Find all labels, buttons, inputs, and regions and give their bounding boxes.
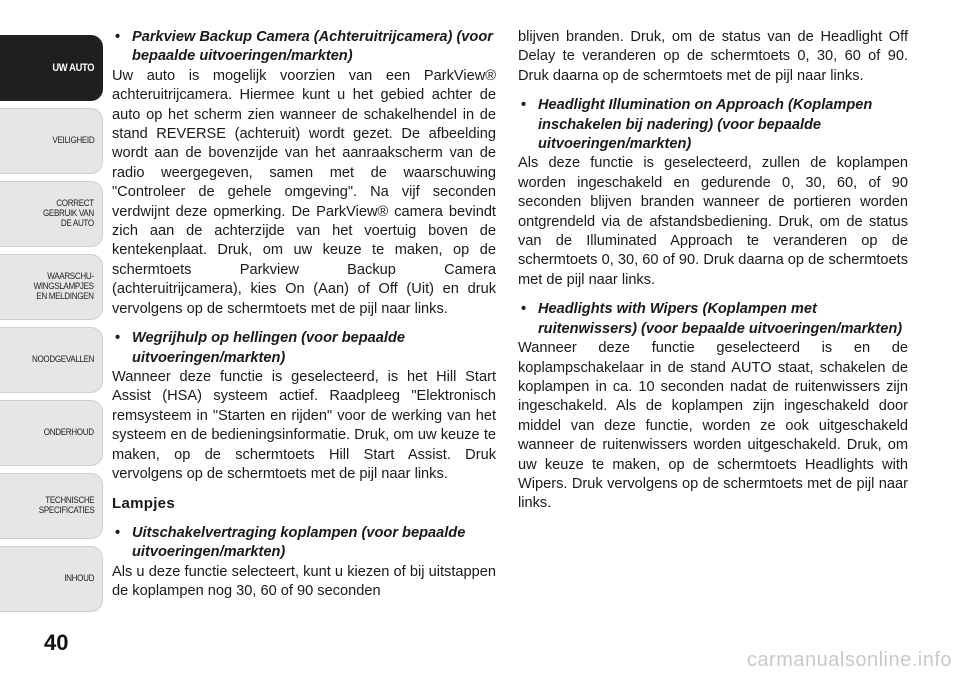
bullet-icon: • [115, 330, 121, 347]
paragraph-headlight-delay: Als u deze functie selecteert, kunt u kiezen of bij uitstappen de koplampen nog 30, 60 of 90 seconden [112, 563, 496, 599]
bullet-heading-headlights-wipers [518, 300, 908, 339]
tab-label: ONDERHOUD [44, 427, 94, 438]
paragraph-illumination-approach: Als deze functie is geselecteerd, zullen de koplampen worden ingeschakeld en gedurende 0, 30, 60, of 90 seconden blijven branden wanneer de portieren worden ontgrendeld via de afstandsbediening. Druk, om de status van de Illuminated Approach te veranderen op de schermtoets 0, 30, 60 of 90. Druk daarna op de schermtoets met de pijl naar links. [518, 155, 908, 288]
section-sidebar [0, 0, 104, 678]
bullet-heading-headlight-delay [112, 524, 496, 563]
tab-technische-specificaties[interactable] [0, 473, 103, 539]
heading-text: Parkview Backup Camera (Achteruitrijcamera) (voor bepaalde uitvoeringen/markten) [132, 29, 493, 65]
tab-label: INHOUD [64, 573, 94, 584]
heading-text: Wegrijhulp op hellingen (voor bepaalde uitvoeringen/markten) [132, 330, 405, 366]
paragraph-hill-start: Wanneer deze functie is geselecteerd, is het Hill Start Assist (HSA) systeem actief. Raadpleeg "Elektronisch remsysteem in "Starten en rijden" voor de werking van het systeem en de bedieningsinformatie. Druk, om uw keuze te maken, op de schermtoets Hill Start Assist. Druk vervolgens op de schermtoets met de pijl naar links. [112, 368, 496, 482]
bullet-heading-hill-start [112, 329, 496, 368]
tab-veiligheid[interactable] [0, 108, 103, 174]
paragraph-headlight-delay-continued: blijven branden. Druk, om de status van de Headlight Off Delay te veranderen op de schermtoets 0, 30, 60 of 90. Druk daarna op de schermtoets met de pijl naar links. [518, 29, 908, 84]
bullet-icon: • [521, 301, 527, 318]
tab-uw-auto[interactable] [0, 35, 103, 101]
tab-noodgevallen[interactable] [0, 327, 103, 393]
left-column [112, 28, 496, 601]
tab-label: CORRECT GEBRUIK VAN DE AUTO [43, 198, 94, 229]
bullet-heading-parkview [112, 28, 496, 67]
paragraph-headlights-wipers: Wanneer deze functie geselecteerd is en de koplampschakelaar in de stand AUTO staat, schakelen de koplampen in ca. 10 seconden nadat de ruitenwissers zijn ingeschakeld. Als de koplampen zijn ingeschakeld door middel van deze functie, worden ze ook uitgeschakeld wanneer de ruitenwissers worden uitgeschakeld. Druk, om uw keuze te maken, op de schermtoets Headlights with Wipers. Druk vervolgens op de schermtoets met de pijl naar links. [518, 340, 908, 512]
tab-onderhoud[interactable] [0, 400, 103, 466]
section-title-lampjes: Lampjes [112, 495, 175, 513]
heading-text: Uitschakelvertraging koplampen (voor bepaalde uitvoeringen/markten) [132, 524, 466, 561]
tab-label: NOODGEVALLEN [31, 354, 94, 365]
page-number: 40 [44, 630, 69, 655]
tab-inhoud[interactable] [0, 546, 103, 612]
watermark: carmanualsonline.info [746, 649, 952, 671]
bullet-heading-illumination-approach [518, 96, 908, 154]
heading-text: Headlights with Wipers (Koplampen met ruitenwissers) (voor bepaalde uitvoeringen/markten) [538, 301, 903, 337]
right-column [518, 28, 908, 514]
bullet-icon: • [115, 524, 121, 541]
tab-correct-gebruik[interactable] [0, 181, 103, 247]
tab-waarschuwingslampjes[interactable] [0, 254, 103, 320]
bullet-icon: • [115, 29, 121, 45]
bullet-icon: • [521, 97, 527, 114]
tab-label: WAARSCHU- WINGSLAMPJES EN MELDINGEN [33, 271, 94, 302]
tab-label: VEILIGHEID [52, 135, 94, 146]
tab-label: UW AUTO [52, 62, 94, 74]
heading-text: Headlight Illumination on Approach (Koplampen inschakelen bij nadering) (voor bepaalde uitvoeringen/markten) [538, 97, 873, 153]
paragraph-parkview: Uw auto is mogelijk voorzien van een ParkView® achteruitrijcamera. Hiermee kunt u het gebied achter de auto op het scherm zien wanneer de schakelhendel in de stand REVERSE (achteruit) wordt gezet. De afbeelding wordt aan de bovenzijde van het aanraakscherm van de radio weergegeven, samen met de waarschuwing "Controleer de gehele omgeving". Na vijf seconden verdwijnt deze opmerking. De ParkView® camera bevindt zich aan de achterzijde van het voertuig boven de kentekenplaat. Druk, om uw keuze te maken, op de schermtoets Parkview Backup Camera (achteruitrijcamera), kies On (Aan) of Off (Uit) en druk vervolgens op de schermtoets met de pijl naar links. [112, 67, 496, 317]
tab-label: TECHNISCHE SPECIFICATIES [38, 495, 94, 516]
